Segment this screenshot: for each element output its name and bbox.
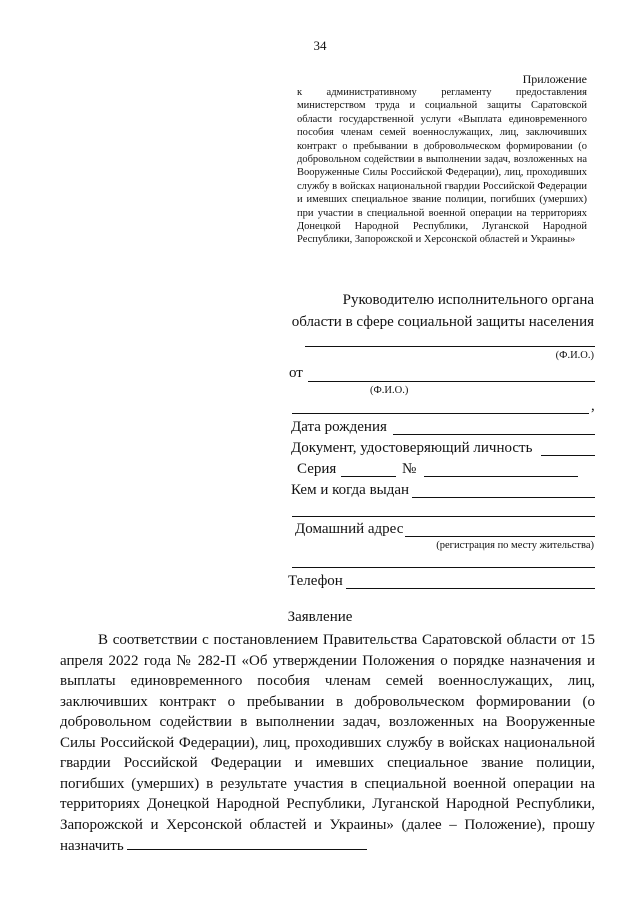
document-label: Документ, удостоверяющий личность <box>291 440 533 456</box>
statement-title: Заявление <box>287 609 353 625</box>
phone-field[interactable] <box>346 588 595 589</box>
birth-date-field[interactable] <box>393 434 595 435</box>
series-label: Серия <box>297 461 337 477</box>
recipient-line-1: Руководителю исполнительного органа <box>342 292 594 308</box>
address-caption: (регистрация по месту жительства) <box>436 540 594 551</box>
birth-date-label: Дата рождения <box>291 419 387 435</box>
recipient-line-2: области в сфере социальной защиты населения <box>291 314 594 330</box>
appendix-title: Приложение <box>522 72 587 86</box>
page-number: 34 <box>313 38 327 53</box>
address-label: Домашний адрес <box>295 521 404 537</box>
address-field-2[interactable] <box>292 567 595 568</box>
comma: , <box>591 398 595 414</box>
issued-label: Кем и когда выдан <box>291 482 410 498</box>
recipient-fio-caption: (Ф.И.О.) <box>555 350 594 361</box>
series-field[interactable] <box>341 476 396 477</box>
from-label: от <box>289 365 303 381</box>
applicant-extra-field[interactable] <box>292 413 589 414</box>
issued-field[interactable] <box>412 497 595 498</box>
statement-text: В соответствии с постановлением Правительства Саратовской области от 15 апреля 2022 года № 282-П «Об утверждении Положения о порядке назначения и выплаты единовременного пособия членам семей военнослужащих, лиц, заключивших контракт о пребывании в добровольческом формировании (о добровольном содействии в выполнении задач, возложенных на Вооруженные Силы Российской Федерации), лиц, проходивших службу в войсках национальной гвардии Российской Федерации и имевших специальное звание полиции, погибших (умерших) в результате участия в специальной военной операции на территориях Донецкой Народной Республики, Луганской Народной Республики, Запорожской и Херсонской областей и Украины» (далее – Положение), прошу назначить <box>60 632 595 854</box>
number-field[interactable] <box>424 476 578 477</box>
issued-field-2[interactable] <box>292 516 595 517</box>
appendix-text: к административному регламенту предоставления министерством труда и социальной защиты Саратовской области государственной услуги «Выплата единовременного пособия членам семей военнослужащих, лиц, заключивших контракт о пребывании в добровольческом формировании (о добровольном содействии в выполнении задач, возложенных на Вооруженные Силы Российской Федерации), лиц, проходивших службу в войсках национальной гвардии Российской Федерации и имевших специальное звание полиции, погибших (умерших) при участии в специальной военной операции на территориях Донецкой Народной Республики, Луганской Народной Республики, Запорожской и Херсонской областей и Украины» <box>297 87 587 246</box>
applicant-fio-caption: (Ф.И.О.) <box>370 385 409 396</box>
applicant-fio-field[interactable] <box>308 381 595 382</box>
assignment-field[interactable] <box>127 835 367 850</box>
document-field[interactable] <box>541 455 595 456</box>
address-field[interactable] <box>405 536 595 537</box>
phone-label: Телефон <box>288 573 343 589</box>
statement-body <box>60 630 595 857</box>
recipient-fio-field[interactable] <box>305 346 595 347</box>
number-label: № <box>402 461 417 477</box>
